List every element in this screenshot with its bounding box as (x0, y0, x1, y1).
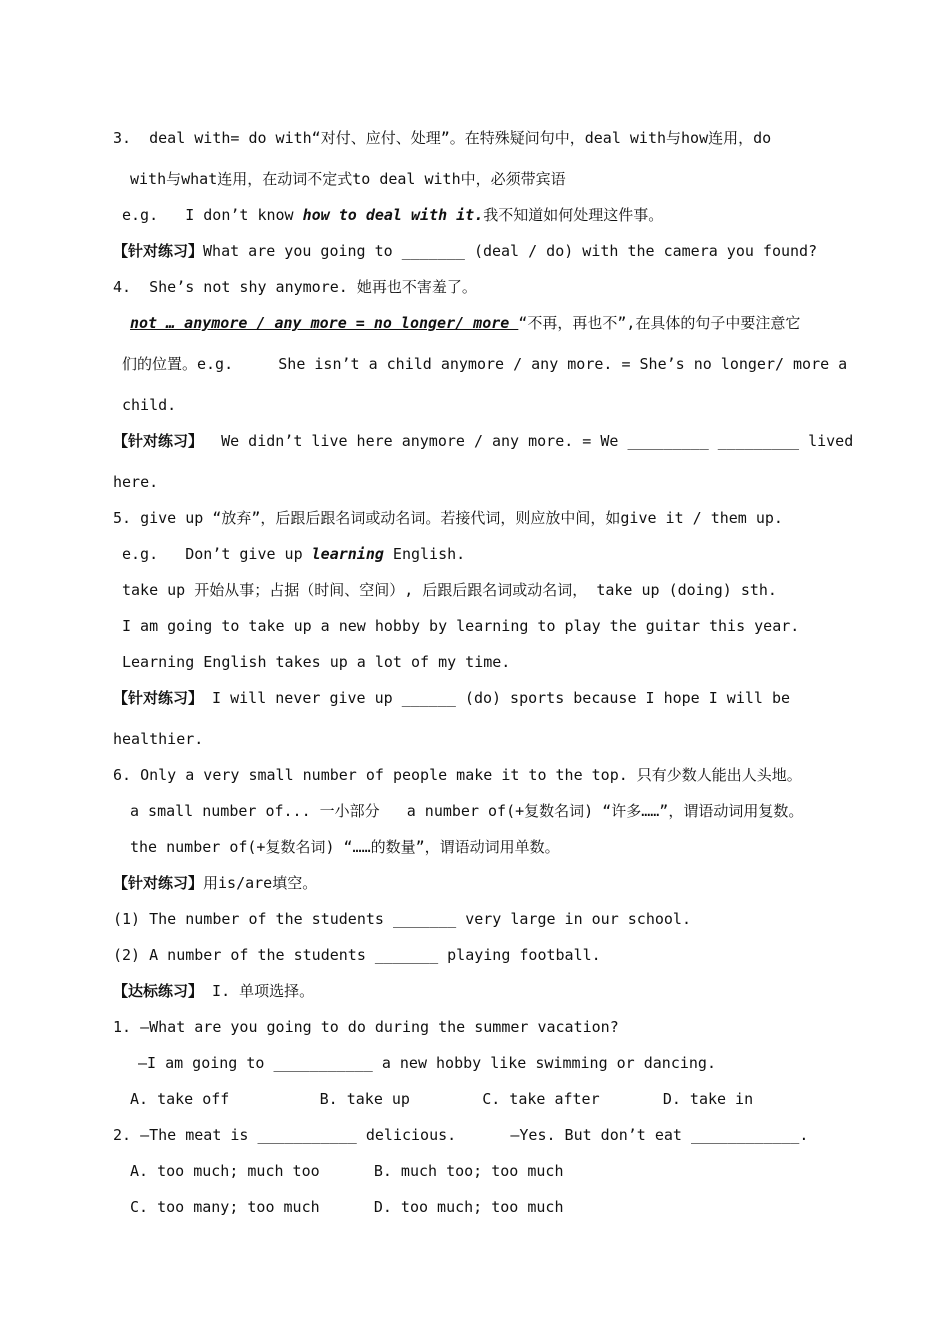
section-5-title: 5. give up “放弃”，后跟后跟名词或动名词。若接代词，则应放中间，如give it / them up. (113, 509, 783, 527)
example-emphasis: learning (311, 545, 384, 563)
phrase-emphasis: not … anymore / any more = no longer/ more (130, 314, 519, 332)
section-6-practice (113, 873, 317, 893)
practice-text: What are you going to _______ (deal / do) with the camera you found? (203, 242, 818, 260)
section-5-example-1: I am going to take up a new hobby by learning to play the guitar this year. (122, 617, 800, 635)
example-suffix: English. (383, 545, 466, 563)
practice-text: We didn’t live here anymore / any more. = We _________ _________ lived (203, 432, 854, 450)
section-6-question-2: (2) A number of the students _______ playing football. (113, 946, 601, 964)
exercise-2-options-1: A. too much; much too B. much too; too much (130, 1162, 564, 1180)
practice-label: 【针对练习】 (113, 242, 204, 260)
example-prefix: e.g. Don’t give up (122, 545, 312, 563)
example-prefix: e.g. I don’t know (122, 206, 303, 224)
example-emphasis: how to deal with it. (302, 206, 484, 224)
section-5-takeup: take up 开始从事；占据（时间、空间）, 后跟后跟名词或动名词， take up (doing) sth. (122, 581, 777, 599)
exercise-1-options: A. take off B. take up C. take after D. take in (130, 1090, 754, 1108)
exercise-2-options-2: C. too many; too much D. too much; too much (130, 1198, 564, 1216)
section-3-practice (113, 241, 817, 261)
section-5-example-2: Learning English takes up a lot of my time. (122, 653, 511, 671)
exercises-title: I. 单项选择。 (203, 982, 315, 1000)
practice-label: 【针对练习】 (113, 689, 204, 707)
section-4-practice-cont: here. (113, 473, 159, 491)
section-5-example (122, 544, 465, 564)
practice-label: 【针对练习】 (113, 874, 204, 892)
section-5-practice (113, 688, 790, 708)
exercises-heading (113, 981, 314, 1001)
section-5-practice-cont: healthier. (113, 730, 204, 748)
section-4-title: 4. She’s not shy anymore. 她再也不害羞了。 (113, 278, 477, 296)
practice-label: 【针对练习】 (113, 432, 204, 450)
exercise-1-question: 1. —What are you going to do during the summer vacation? (113, 1018, 619, 1036)
section-6-question-1: (1) The number of the students _______ very large in our school. (113, 910, 691, 928)
exercise-1-answer-line: —I am going to ___________ a new hobby like swimming or dancing. (138, 1054, 716, 1072)
exercise-2-question: 2. —The meat is ___________ delicious. —Yes. But don’t eat ____________. (113, 1126, 809, 1144)
example-translation: 我不知道如何处理这件事。 (483, 206, 664, 224)
section-4-example-cont: child. (122, 396, 177, 414)
section-3-example (122, 205, 663, 225)
section-6-note-1: a small number of... 一小部分 a number of(+复数名词) “许多……”，谓语动词用复数。 (130, 802, 804, 820)
exercises-label: 【达标练习】 (113, 982, 204, 1000)
practice-text: 用is/are填空。 (203, 874, 318, 892)
section-4-phrase-line (130, 313, 800, 333)
phrase-explanation: “不再，再也不”,在具体的句子中要注意它 (518, 314, 801, 332)
practice-text: I will never give up ______ (do) sports because I hope I will be (203, 689, 791, 707)
section-3-note: with与what连用，在动词不定式to deal with中，必须带宾语 (130, 170, 566, 188)
section-4-example: 们的位置。e.g. She isn’t a child anymore / any more. = She’s no longer/ more a (122, 355, 848, 373)
section-4-practice (113, 431, 853, 451)
section-3-title: 3. deal with= do with“对付、应付、处理”。在特殊疑问句中，deal with与how连用，do (113, 129, 772, 147)
section-6-title: 6. Only a very small number of people make it to the top. 只有少数人能出人头地。 (113, 766, 802, 784)
section-6-note-2: the number of(+复数名词) “……的数量”，谓语动词用单数。 (130, 838, 560, 856)
